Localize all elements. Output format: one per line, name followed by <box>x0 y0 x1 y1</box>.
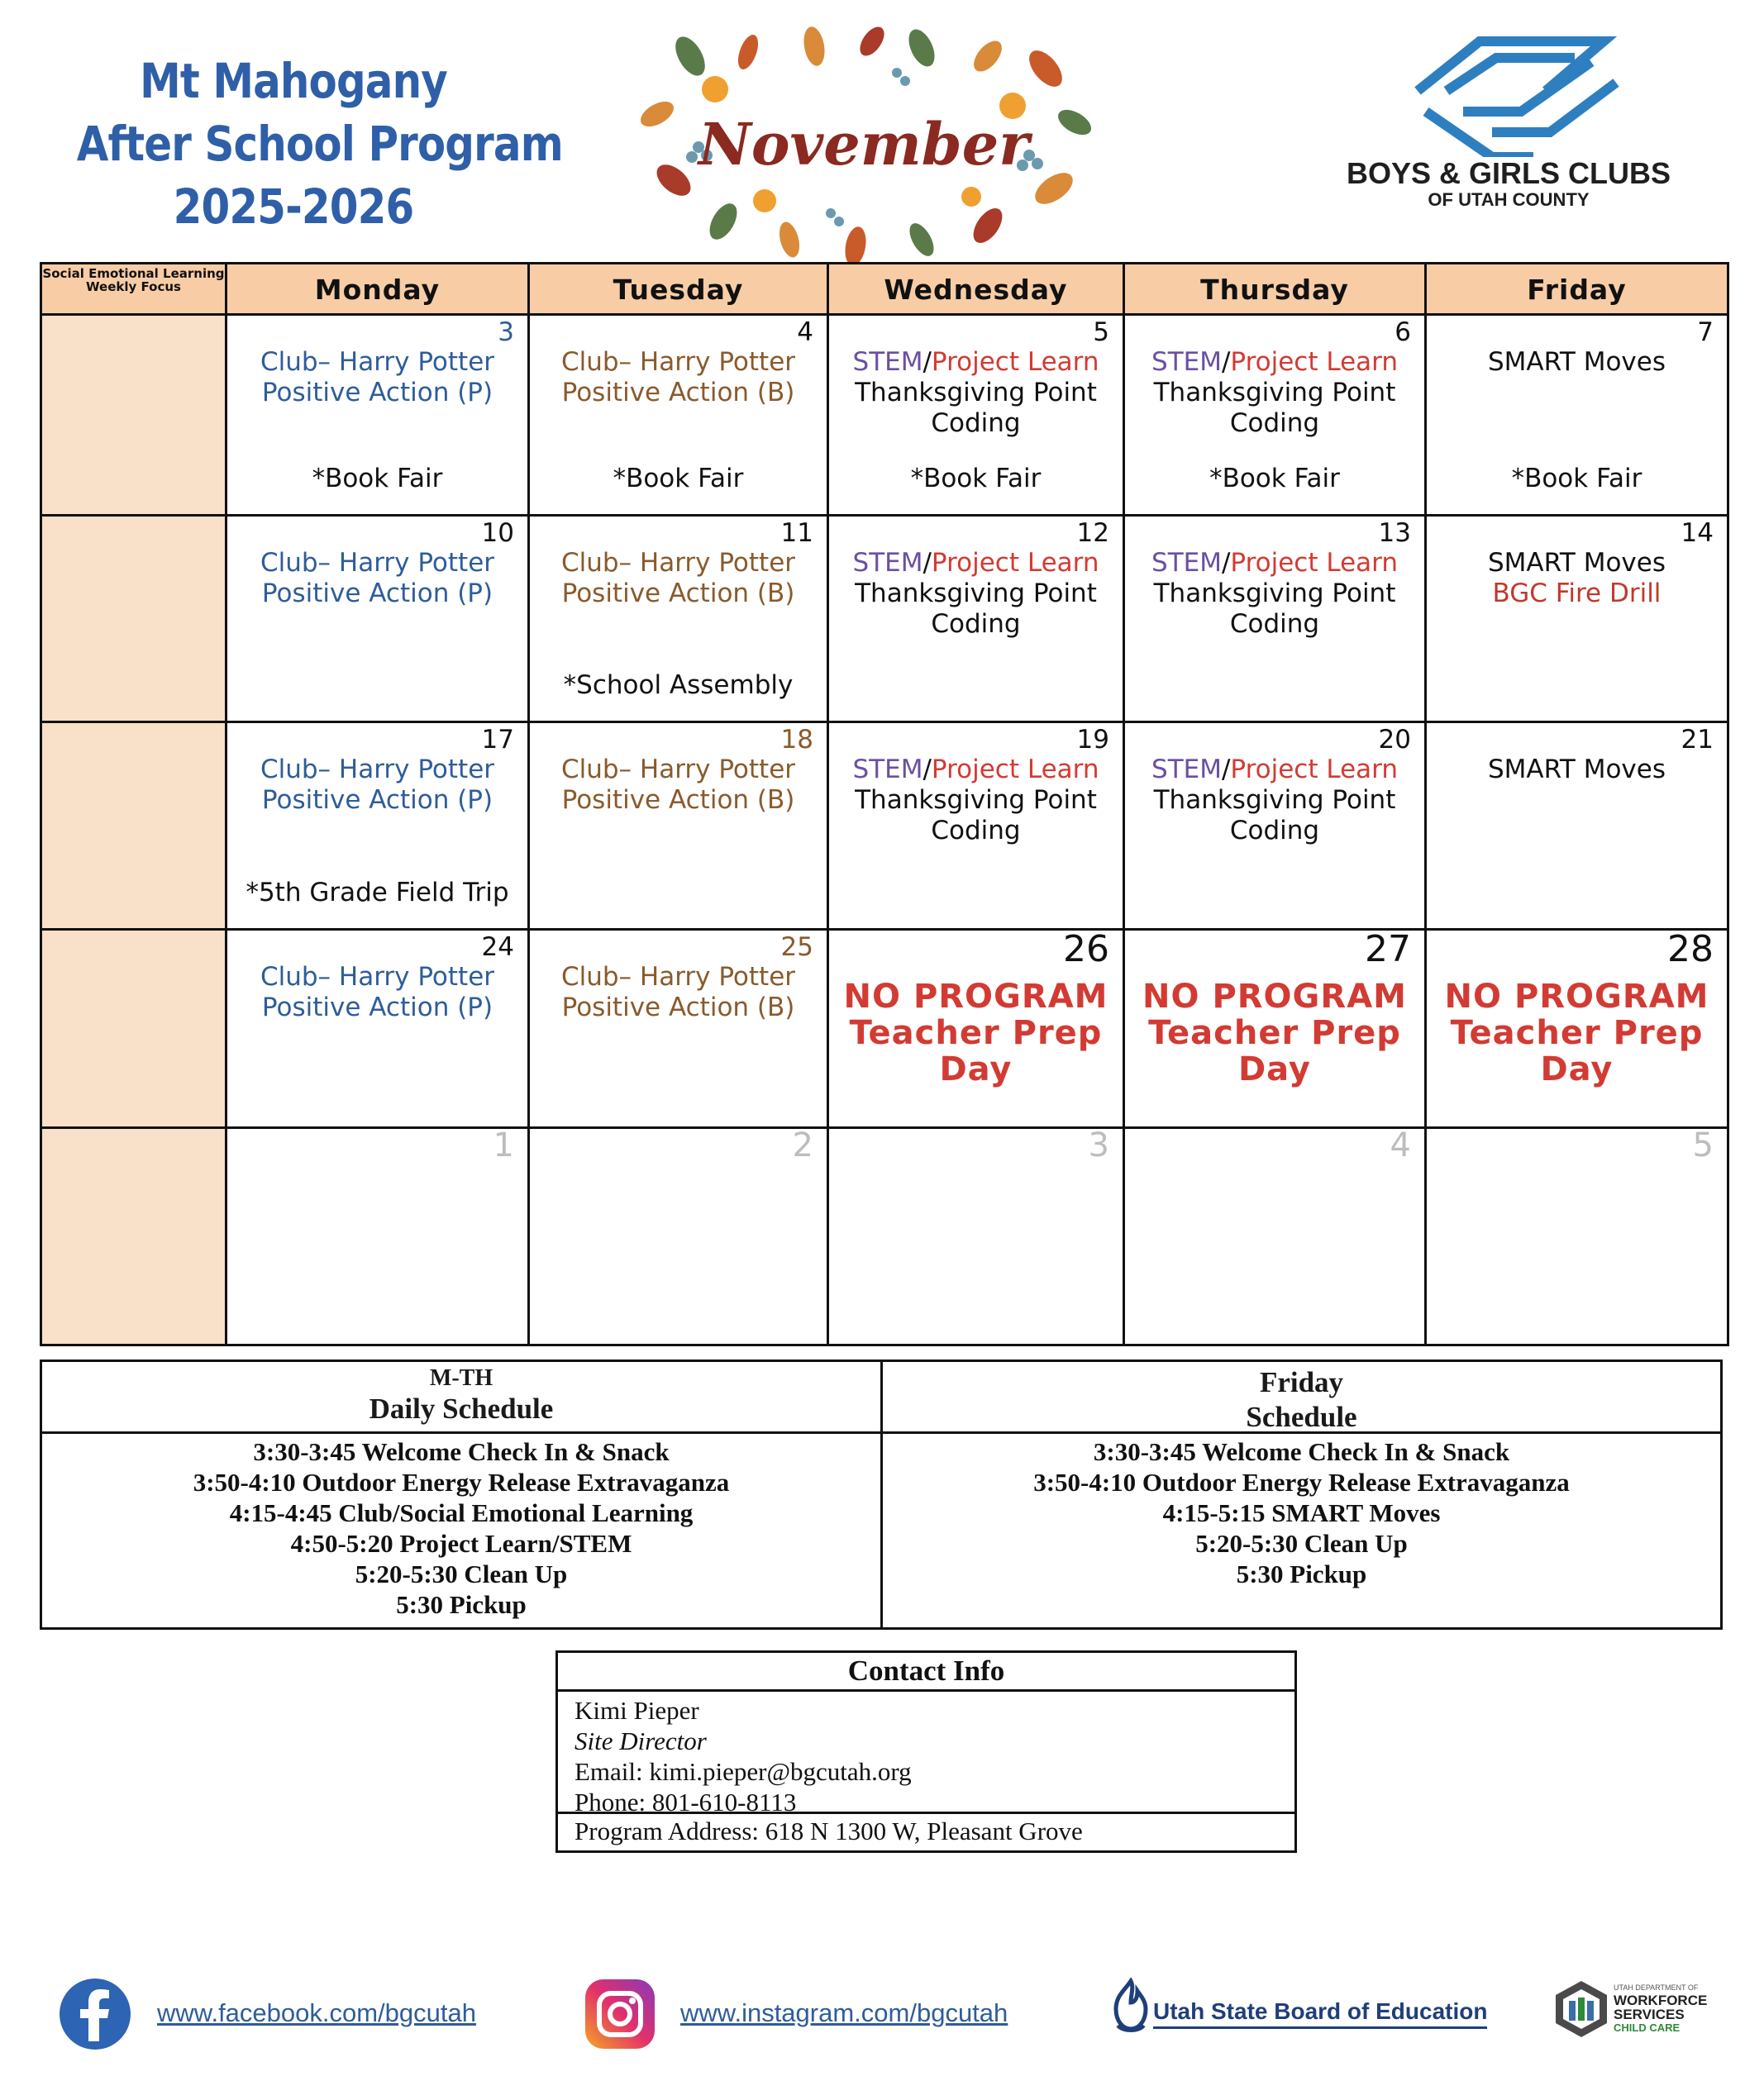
no-program-line: Day <box>939 1050 1013 1088</box>
date-number: 3 <box>498 317 514 347</box>
date-number: 3 <box>1088 1126 1109 1164</box>
event-note: *Book Fair <box>312 464 443 493</box>
day-cell <box>530 1126 829 1344</box>
activity-line-1: Club– Harry Potter <box>560 962 796 992</box>
mth-schedule-title: Daily Schedule <box>369 1393 554 1425</box>
date-number: 27 <box>1365 928 1411 970</box>
activity-lines <box>1125 347 1424 439</box>
schedule-item: 4:15-5:15 SMART Moves <box>1162 1498 1441 1527</box>
friday-label: Friday <box>1259 1366 1344 1398</box>
day-cell <box>829 517 1125 723</box>
project-learn-label: Project Learn <box>1230 755 1398 784</box>
bgc-name-line-1: BOYS & GIRLS CLUBS <box>1346 156 1671 190</box>
activity-lines <box>829 548 1123 640</box>
activity-lines <box>227 347 527 408</box>
usbe-name: Utah State Board of Education <box>1153 1998 1487 2029</box>
activity-line-2: Positive Action (B) <box>561 993 795 1022</box>
activity-lines <box>530 548 827 609</box>
day-cell <box>530 517 829 723</box>
no-program-notice <box>829 979 1123 1088</box>
date-number: 19 <box>1076 725 1109 755</box>
activity-lines <box>227 548 527 609</box>
stem-project-learn-line <box>829 347 1123 378</box>
day-cell <box>829 1126 1125 1344</box>
activity-line-2: Thanksgiving Point <box>1153 785 1396 815</box>
activity-lines <box>227 962 527 1023</box>
project-learn-label: Project Learn <box>931 755 1099 784</box>
no-program-line: Teacher Prep <box>1450 1014 1704 1052</box>
day-cell <box>829 316 1125 517</box>
activity-line-2: Positive Action (P) <box>261 785 493 815</box>
activity-lines <box>1427 548 1727 609</box>
activity-lines <box>530 962 827 1023</box>
day-cell <box>227 316 530 517</box>
date-number: 18 <box>780 725 813 755</box>
month-name: November <box>698 110 1030 179</box>
event-note: *Book Fair <box>613 464 744 493</box>
stem-label: STEM <box>1151 755 1222 784</box>
stem-project-learn-line <box>829 548 1123 579</box>
day-cell <box>1427 316 1727 517</box>
stem-label: STEM <box>1151 347 1222 377</box>
activity-line-2: Positive Action (B) <box>561 579 795 608</box>
day-header-tuesday: Tuesday <box>530 264 829 316</box>
sel-focus-cell <box>42 723 227 931</box>
contact-role: Site Director <box>574 1726 707 1755</box>
facebook-icon[interactable] <box>58 1977 132 2051</box>
no-program-line: Teacher Prep <box>1148 1014 1401 1052</box>
date-number: 24 <box>481 932 514 962</box>
date-number: 12 <box>1076 518 1109 548</box>
date-number: 7 <box>1697 317 1714 347</box>
day-cell <box>1125 928 1427 1129</box>
sel-focus-cell <box>42 316 227 517</box>
day-cell <box>1125 517 1427 723</box>
date-number: 11 <box>780 518 813 548</box>
stem-label: STEM <box>1151 548 1222 578</box>
slash-separator: / <box>923 548 932 578</box>
day-cell <box>530 931 829 1129</box>
dws-name <box>1614 1982 1707 2035</box>
activity-line-2: Positive Action (B) <box>561 378 795 407</box>
schedule-item: 5:20-5:30 Clean Up <box>355 1560 568 1588</box>
bgc-hands-icon <box>1327 33 1690 157</box>
date-number: 1 <box>493 1126 514 1164</box>
no-program-notice <box>1427 979 1727 1088</box>
usbe-flame-icon <box>1106 1978 1156 2036</box>
day-cell <box>829 928 1125 1129</box>
schedule-item: 5:20-5:30 Clean Up <box>1195 1529 1408 1558</box>
activity-lines <box>829 755 1123 846</box>
schedule-item: 3:50-4:10 Outdoor Energy Release Extravaganza <box>1033 1468 1570 1497</box>
day-header-friday: Friday <box>1427 264 1727 316</box>
day-cell <box>1125 316 1427 517</box>
activity-lines <box>1427 347 1727 378</box>
activity-line-3: Coding <box>931 816 1021 845</box>
friday-schedule-header <box>883 1362 1720 1434</box>
stem-project-learn-line <box>1125 347 1424 378</box>
day-cell <box>1427 517 1727 723</box>
day-cell <box>227 517 530 723</box>
schedule-item: 4:15-4:45 Club/Social Emotional Learning <box>229 1498 694 1527</box>
activity-line-2: Positive Action (P) <box>261 378 493 407</box>
date-number: 25 <box>780 932 813 962</box>
project-learn-label: Project Learn <box>931 347 1099 377</box>
mth-label: M-TH <box>429 1365 493 1391</box>
day-cell <box>227 1126 530 1344</box>
bgc-name-line-2: OF UTAH COUNTY <box>1428 189 1590 210</box>
activity-line-2: BGC Fire Drill <box>1492 579 1661 608</box>
activity-lines <box>530 755 827 816</box>
stem-label: STEM <box>852 755 923 784</box>
friday-schedule-items <box>883 1436 1720 1589</box>
event-note: *Book Fair <box>910 464 1042 493</box>
mth-schedule <box>42 1362 883 1627</box>
friday-schedule <box>883 1362 1720 1627</box>
day-header-monday: Monday <box>227 264 530 316</box>
sel-focus-cell <box>42 931 227 1129</box>
calendar-grid <box>40 262 1729 1346</box>
date-number: 14 <box>1681 518 1714 548</box>
schedule-item: 5:30 Pickup <box>396 1590 527 1619</box>
activity-line-3: Coding <box>1229 816 1320 845</box>
project-learn-label: Project Learn <box>1230 347 1398 377</box>
dws-line-3: SERVICES <box>1614 2007 1685 2022</box>
activity-lines <box>227 755 527 816</box>
slash-separator: / <box>1221 347 1231 377</box>
date-number: 26 <box>1063 928 1109 970</box>
activity-line-1: Club– Harry Potter <box>560 755 796 784</box>
dws-line-2: WORKFORCE <box>1614 1993 1708 2008</box>
title-line-2: After School Program <box>76 116 563 172</box>
no-program-line: Day <box>1237 1050 1312 1088</box>
dws-logo-icon <box>1552 1979 1610 2039</box>
mth-schedule-header <box>42 1362 880 1434</box>
date-number: 6 <box>1395 317 1411 347</box>
stem-project-learn-line <box>829 755 1123 785</box>
no-program-line: NO PROGRAM <box>843 978 1108 1016</box>
date-number: 4 <box>1390 1126 1411 1164</box>
activity-line-3: Coding <box>1229 408 1320 438</box>
activity-line-2: Positive Action (P) <box>261 579 493 608</box>
activity-line-2: Thanksgiving Point <box>855 785 1097 815</box>
program-title <box>76 50 563 238</box>
activity-lines <box>1427 755 1727 785</box>
slash-separator: / <box>1221 755 1231 784</box>
event-note: *5th Grade Field Trip <box>246 878 509 907</box>
date-number: 13 <box>1378 518 1411 548</box>
day-cell <box>1427 928 1727 1129</box>
day-cell <box>1427 1126 1727 1344</box>
sel-focus-cell <box>42 517 227 723</box>
date-number: 5 <box>1692 1126 1714 1164</box>
activity-line-3: Coding <box>931 609 1021 639</box>
no-program-notice <box>1125 979 1424 1088</box>
stem-project-learn-line <box>1125 548 1424 579</box>
activity-line-2: Thanksgiving Point <box>855 378 1097 407</box>
event-note: *Book Fair <box>1511 464 1642 493</box>
date-number: 17 <box>481 725 514 755</box>
day-cell <box>1125 1126 1427 1344</box>
date-number: 2 <box>792 1126 813 1164</box>
activity-line-2: Thanksgiving Point <box>1153 378 1396 407</box>
slash-separator: / <box>923 347 932 377</box>
no-program-line: Teacher Prep <box>849 1014 1103 1052</box>
schedule-item: 3:30-3:45 Welcome Check In & Snack <box>253 1437 670 1466</box>
activity-lines <box>1125 548 1424 640</box>
date-number: 5 <box>1093 317 1109 347</box>
date-number: 4 <box>797 317 813 347</box>
activity-line-3: Coding <box>931 408 1021 438</box>
day-cell <box>1125 723 1427 931</box>
activity-line-1: Club– Harry Potter <box>560 548 796 578</box>
activity-line-2: Thanksgiving Point <box>855 579 1097 608</box>
instagram-icon[interactable] <box>583 1977 657 2051</box>
stem-label: STEM <box>852 548 923 578</box>
slash-separator: / <box>1221 548 1231 578</box>
no-program-line: NO PROGRAM <box>1444 978 1709 1016</box>
date-number: 10 <box>481 518 514 548</box>
contact-info <box>555 1650 1297 1853</box>
activity-line-1: SMART Moves <box>1488 548 1666 578</box>
stem-project-learn-line <box>1125 755 1424 785</box>
day-cell <box>530 316 829 517</box>
program-address: Program Address: 618 N 1300 W, Pleasant Grove <box>574 1817 1083 1845</box>
day-header-wednesday: Wednesday <box>829 264 1125 316</box>
project-learn-label: Project Learn <box>931 548 1099 578</box>
sel-focus-cell <box>42 1129 227 1344</box>
activity-lines <box>829 347 1123 439</box>
activity-line-1: SMART Moves <box>1488 755 1666 784</box>
mth-schedule-items <box>42 1436 880 1620</box>
activity-line-1: Club– Harry Potter <box>260 962 495 992</box>
day-header-thursday: Thursday <box>1125 264 1427 316</box>
facebook-link[interactable]: www.facebook.com/bgcutah <box>157 1998 476 2027</box>
contact-name: Kimi Pieper <box>574 1696 699 1725</box>
schedule-item: 3:50-4:10 Outdoor Energy Release Extravaganza <box>193 1468 730 1497</box>
daily-schedules <box>40 1360 1723 1630</box>
dws-line-1: UTAH DEPARTMENT OF <box>1614 1983 1699 1992</box>
activity-lines <box>1125 755 1424 846</box>
day-cell <box>829 723 1125 931</box>
contact-email[interactable]: Email: kimi.pieper@bgcutah.org <box>574 1757 912 1786</box>
contact-details <box>558 1692 1294 1817</box>
slash-separator: / <box>923 755 932 784</box>
stem-label: STEM <box>852 347 923 377</box>
schedule-item: 3:30-3:45 Welcome Check In & Snack <box>1093 1437 1510 1466</box>
instagram-link[interactable]: www.instagram.com/bgcutah <box>680 1998 1008 2027</box>
contact-title: Contact Info <box>558 1653 1294 1692</box>
date-number: 20 <box>1378 725 1411 755</box>
project-learn-label: Project Learn <box>1230 548 1398 578</box>
activity-line-1: Club– Harry Potter <box>260 548 495 578</box>
contact-phone[interactable]: Phone: 801-610-8113 <box>574 1788 797 1817</box>
no-program-line: NO PROGRAM <box>1142 978 1407 1016</box>
event-note: *School Assembly <box>563 670 794 700</box>
activity-line-3: Coding <box>1229 609 1320 639</box>
activity-line-1: SMART Moves <box>1488 347 1666 377</box>
schedule-item: 5:30 Pickup <box>1236 1560 1367 1588</box>
november-banner <box>624 23 1104 271</box>
day-cell <box>227 723 530 931</box>
activity-line-2: Thanksgiving Point <box>1153 579 1396 608</box>
schedule-item: 4:50-5:20 Project Learn/STEM <box>290 1529 632 1558</box>
date-number: 28 <box>1667 928 1714 970</box>
day-cell <box>530 723 829 931</box>
activity-line-2: Positive Action (P) <box>261 993 493 1022</box>
activity-line-2: Positive Action (B) <box>561 785 795 815</box>
bgc-name <box>1327 157 1690 210</box>
dws-line-4: CHILD CARE <box>1614 2021 1681 2034</box>
title-line-3: 2025-2026 <box>173 179 414 235</box>
sel-focus-header: Social Emotional Learning Weekly Focus <box>42 264 227 316</box>
activity-line-1: Club– Harry Potter <box>260 347 495 377</box>
no-program-line: Day <box>1540 1050 1614 1088</box>
day-cell <box>227 931 530 1129</box>
activity-line-1: Club– Harry Potter <box>560 347 796 377</box>
day-cell <box>1427 723 1727 931</box>
title-line-1: Mt Mahogany <box>140 53 447 109</box>
friday-schedule-title: Schedule <box>1246 1401 1357 1433</box>
activity-line-1: Club– Harry Potter <box>260 755 495 784</box>
date-number: 21 <box>1681 725 1714 755</box>
activity-lines <box>530 347 827 408</box>
event-note: *Book Fair <box>1209 464 1340 493</box>
